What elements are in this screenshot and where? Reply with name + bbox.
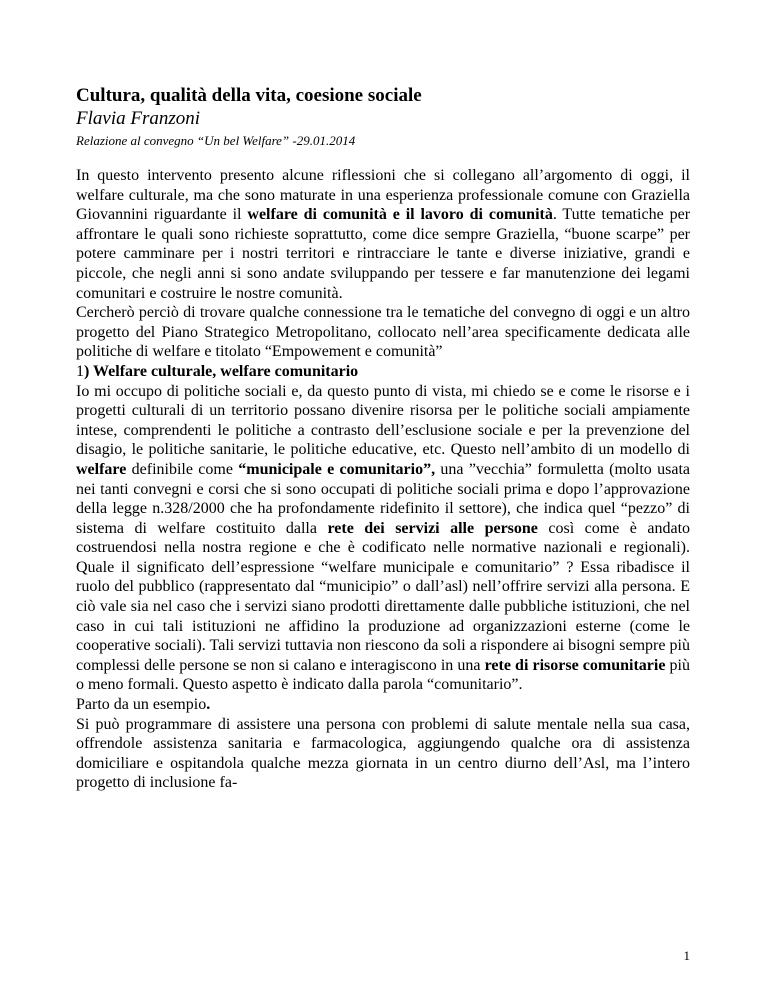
text-run: più o meno formali. Questo aspetto è indicato dalla parola “comunitario”. <box>76 656 691 694</box>
bold-phrase: “municipale e comunitario”, <box>238 460 436 478</box>
document-title: Cultura, qualità della vita, coesione sociale <box>76 85 422 106</box>
text-run: una ”vecchia” formuletta (molto usata nei tanti convegni e corsi che si sono occupati di politiche sociali prima e dopo l’approvazione della legge n.328/2000 che ha profondamente ridefinito il settore), che indica quel “pezzo” di sistema di welfare costituito dalla <box>76 460 690 537</box>
intro-paragraph-1 <box>76 166 690 303</box>
section-number: 1 <box>76 362 84 380</box>
text-run: Parto da un esempio <box>76 696 207 714</box>
section-heading <box>76 362 690 382</box>
bold-period: . <box>206 696 211 714</box>
author-name: Flavia Franzoni <box>76 108 201 129</box>
text-run: In questo intervento presento alcune riflessioni che si collegano all’argomento di oggi, il welfare culturale, ma che sono maturate in una esperienza professionale comune con Graziella Giovannini riguardante il <box>76 167 690 224</box>
page-number: 1 <box>683 948 690 963</box>
section-paragraph-3: Si può programmare di assistere una persona con problemi di salute mentale nella sua casa, offrendole assistenza sanitaria e farmacologica, aggiungendo qualche ora di assistenza domiciliare e ospitandola qualche mezza giornata in un centro diurno dell’Asl, ma l’intero progetto di inclusione fa- <box>76 715 690 792</box>
intro-paragraph-2: Cercherò perciò di trovare qualche connessione tra le tematiche del convegno di oggi e un altro progetto del Piano Strategico Metropolitano, collocato nell’area specificamente dedicata alle politiche di welfare e titolato “Empowement e comunità” <box>76 304 690 361</box>
text-run: così come è andato costruendosi nella nostra regione e che è codificato nelle normative nazionali e regionali). Quale il significato dell’espressione “welfare municipale e comunitario” ? Essa ribadisce il ruolo del pubblico (rappresentato dal “municipio” o dall’asl) nell’offrire servizi alla persona. E ciò vale sia nel caso che i servizi siano prodotti direttamente dalle pubbliche istituzioni, che nel caso in cui tali istituzioni ne affidino la produzione ad organizzazioni esterne (come le cooperative sociali). Tali servizi tuttavia non riescono da soli a rispondere ai bisogni sempre più complessi delle persone se non si calano e interagiscono in una <box>76 519 691 674</box>
document-page <box>76 84 690 793</box>
bold-phrase: welfare di comunità e il lavoro di comunità <box>247 206 553 224</box>
text-run: . Tutte tematiche per affrontare le quali sono richieste soprattutto, come dice sempre Graziella, “buone scarpe” per potere camminare per i nostri territori e rintracciare le tante e diverse iniziative, grandi e piccole, che negli anni si sono andate sviluppando per tessere e far manutenzione dei legami comunitari e costruire le nostre comunità. <box>76 206 691 302</box>
section-paragraph-2 <box>76 695 690 715</box>
text-run: definibile come <box>126 460 239 478</box>
section-paragraph-1 <box>76 382 690 696</box>
bold-phrase: rete di risorse comunitarie <box>484 656 666 674</box>
bold-phrase: rete dei servizi alle persone <box>327 519 538 537</box>
bold-phrase: welfare <box>76 460 127 478</box>
section-heading-text: ) Welfare culturale, welfare comunitario <box>84 362 359 380</box>
text-run: Io mi occupo di politiche sociali e, da questo punto di vista, mi chiedo se e come le risorse e i progetti culturali di un territorio possano divenire risorsa per le politiche sociali ampiamente intese, comprendenti le politiche a contrasto dell’esclusione sociale e per la prevenzione del disagio, le politiche sanitarie, le politiche educative, etc. Questo nell’ambito di un modello di <box>76 382 690 459</box>
document-subtitle: Relazione al convegno “Un bel Welfare” -29.01.2014 <box>76 133 356 148</box>
